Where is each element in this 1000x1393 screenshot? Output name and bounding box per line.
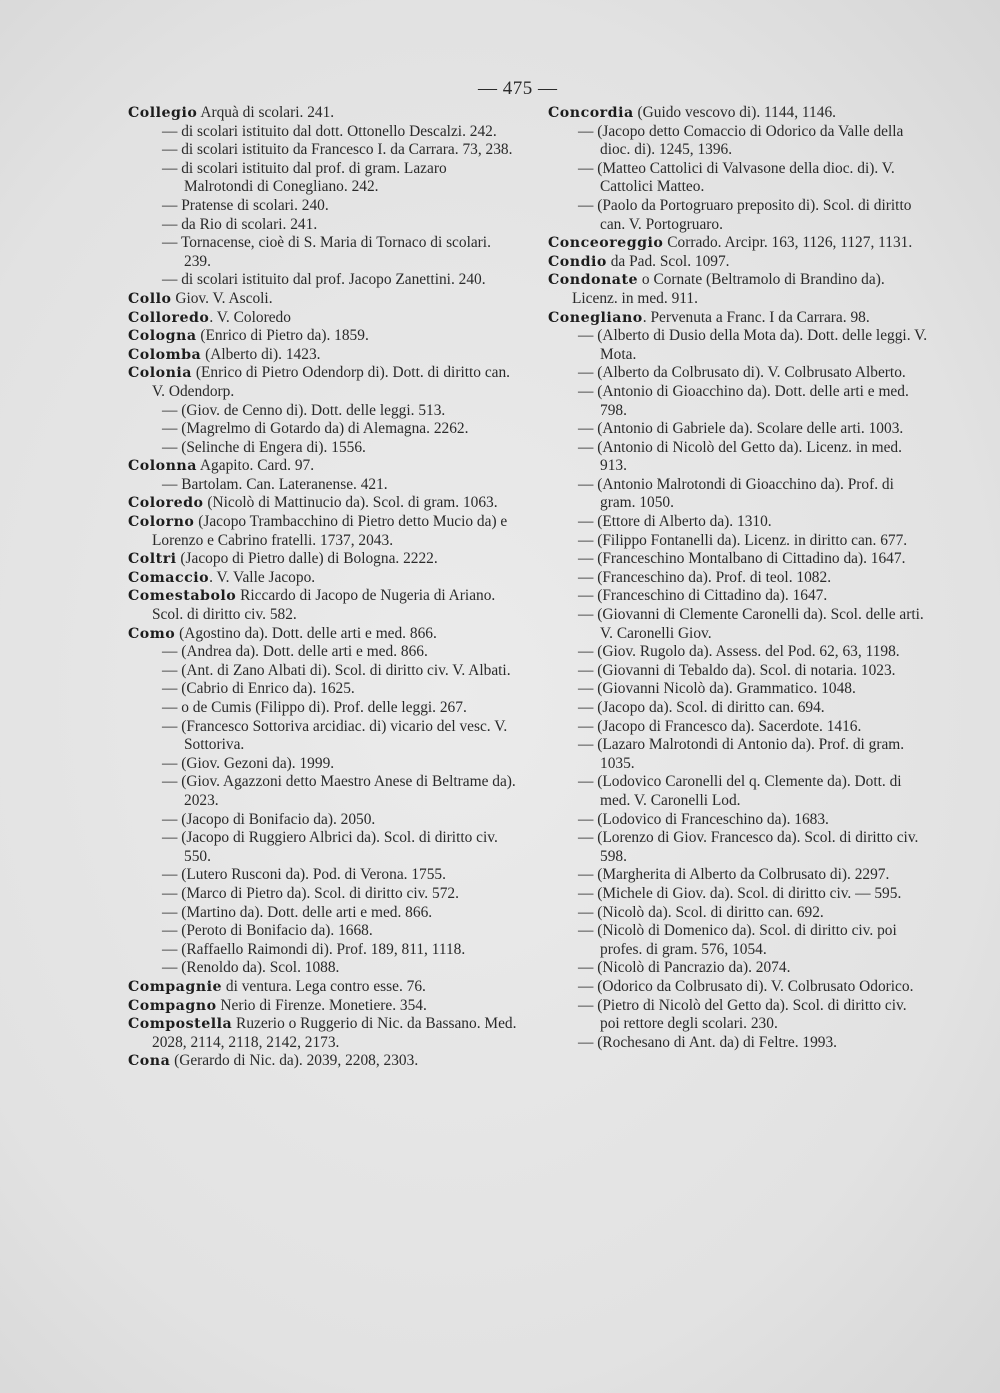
index-subentry: — (Marco di Pietro da). Scol. di diritto civ. 572. — [162, 884, 459, 902]
index-subentry: — (Giov. de Cenno di). Dott. delle leggi. 513. — [162, 401, 446, 419]
entry-headword: Compagno — [128, 997, 217, 1014]
index-subentry: — (Giovanni di Tebaldo da). Scol. di notaria. 1023. — [578, 661, 896, 679]
index-entry — [128, 290, 518, 309]
entry-headword: Colonia — [128, 365, 193, 382]
entry-headword: Colonna — [128, 458, 197, 475]
entry-headword: Compostella — [128, 1016, 233, 1033]
index-entry — [128, 625, 518, 644]
entry-headword: Comaccio — [128, 569, 210, 586]
index-subentry: — (Martino da). Dott. delle arti e med. 866. — [162, 903, 433, 921]
index-subentry: — (Franceschino di Cittadino da). 1647. — [578, 587, 828, 605]
index-subentry: — o de Cumis (Filippo di). Prof. delle leggi. 267. — [162, 699, 467, 716]
entry-headword: Conceoreggio — [548, 235, 664, 252]
entry-text: Ruzerio o Ruggerio di Nic. da Bassano. Med. 2028, 2114, 2118, 2142, 2173. — [152, 1015, 517, 1051]
index-subentry: — (Franceschino Montalbano di Cittadino da). 1647. — [578, 550, 906, 568]
entry-headword: Compagnie — [128, 978, 223, 995]
entry-headword: Conegliano — [548, 309, 643, 326]
index-subentry: — di scolari istituito dal prof. Jacopo Zanettini. 240. — [162, 271, 486, 289]
right-index-column — [548, 104, 930, 1052]
index-subentry: — (Lutero Rusconi da). Pod. di Verona. 1755. — [162, 866, 446, 884]
index-entry — [128, 997, 518, 1016]
entry-text: (Gerardo di Nic. da). 2039, 2208, 2303. — [170, 1052, 419, 1070]
index-subentry: — (Lorenzo di Giov. Francesco da). Scol. di diritto civ. 598. — [578, 829, 919, 865]
index-entry — [548, 309, 930, 328]
index-subentry: — (Raffaello Raimondi di). Prof. 189, 811, 1118. — [162, 940, 466, 958]
index-subentry: — (Lodovico Caronelli del q. Clemente da). Dott. di med. V. Caronelli Lod. — [578, 773, 902, 809]
index-entry — [128, 587, 518, 624]
entry-headword: Collo — [128, 290, 172, 307]
entry-text: Agapito. Card. 97. — [196, 457, 315, 475]
index-entry — [128, 104, 518, 123]
page-number: — 475 — — [478, 78, 558, 99]
index-subentry: — (Nicolò di Domenico da). Scol. di diritto civ. poi profes. di gram. 576, 1054. — [578, 922, 897, 958]
index-entry — [548, 271, 930, 308]
index-subentry: — (Odorico da Colbrusato di). V. Colbrusato Odorico. — [578, 977, 914, 995]
index-subentry: — (Paolo da Portogruaro preposito di). Scol. di diritto can. V. Portogruaro. — [578, 196, 912, 233]
index-entry — [128, 569, 518, 588]
index-subentry: — di scolari istituito dal prof. di gram. Lazaro Malrotondi di Conegliano. 242. — [162, 159, 447, 196]
index-subentry: — (Margherita di Alberto da Colbrusato di). 2297. — [578, 866, 890, 884]
index-entry — [128, 346, 518, 365]
entry-text: (Agostino da). Dott. delle arti e med. 866. — [175, 624, 437, 642]
index-entry — [128, 513, 518, 550]
index-subentry: — (Ant. di Zano Albati di). Scol. di diritto civ. V. Albati. — [162, 661, 511, 679]
index-subentry: — (Franceschino da). Prof. di teol. 1082. — [578, 568, 832, 586]
index-entry — [128, 309, 518, 328]
index-subentry: — di scolari istituito dal dott. Ottonello Descalzi. 242. — [162, 122, 497, 140]
entry-headword: Colorno — [128, 514, 195, 531]
entry-headword: Colloredo — [128, 309, 210, 326]
index-subentry: — Tornacense, cioè di S. Maria di Tornaco di scolari. 239. — [162, 234, 491, 270]
entry-text: Riccardo di Jacopo de Nugeria di Ariano. Scol. di diritto civ. 582. — [152, 587, 496, 624]
entry-text: Giov. V. Ascoli. — [171, 289, 273, 307]
index-subentry: — Bartolam. Can. Lateranense. 421. — [162, 475, 388, 493]
index-subentry: — (Peroto di Bonifacio da). 1668. — [162, 922, 373, 940]
index-subentry: — (Antonio di Gioacchino da). Dott. delle arti e med. 798. — [578, 382, 909, 419]
entry-text: (Enrico di Pietro Odendorp di). Dott. di diritto can. V. Odendorp. — [152, 364, 511, 400]
entry-text: Arquà di scolari. 241. — [197, 104, 335, 121]
index-entry — [548, 253, 930, 272]
index-subentry: — Pratense di scolari. 240. — [162, 196, 329, 214]
index-subentry: — (Antonio di Nicolò del Getto da). Licenz. in med. 913. — [578, 438, 902, 475]
entry-headword: Como — [128, 625, 176, 642]
entry-text: (Jacopo Trambacchino di Pietro detto Mucio da) e Lorenzo e Cabrino fratelli. 1737, 2043. — [152, 513, 508, 549]
index-entry — [548, 234, 930, 253]
index-subentry: — (Giovanni Nicolò da). Grammatico. 1048. — [578, 680, 856, 698]
index-subentry: — (Lodovico di Franceschino da). 1683. — [578, 810, 829, 828]
index-subentry: — (Matteo Cattolici di Valvasone della dioc. di). V. Cattolici Matteo. — [578, 159, 895, 196]
index-entry — [128, 1015, 518, 1052]
index-entry — [548, 104, 930, 123]
index-subentry: — (Jacopo da). Scol. di diritto can. 694. — [578, 699, 825, 716]
entry-text: (Nicolò di Mattinucio da). Scol. di gram. 1063. — [203, 494, 498, 512]
index-subentry: — (Rochesano di Ant. da) di Feltre. 1993. — [578, 1033, 838, 1051]
entry-text: (Guido vescovo di). 1144, 1146. — [633, 104, 836, 121]
index-subentry: — (Jacopo detto Comaccio di Odorico da Valle della dioc. di). 1245, 1396. — [578, 122, 904, 159]
index-subentry: — (Nicolò di Pancrazio da). 2074. — [578, 959, 791, 977]
index-subentry: — da Rio di scolari. 241. — [162, 215, 318, 233]
index-subentry: — (Giov. Agazzoni detto Maestro Anese di Beltrame da). 2023. — [162, 773, 516, 809]
entry-text: (Alberto di). 1423. — [201, 345, 321, 363]
index-entry — [128, 364, 518, 401]
entry-text: . V. Valle Jacopo. — [209, 568, 316, 586]
entry-text: Corrado. Arcipr. 163, 1126, 1127, 1131. — [663, 234, 913, 252]
index-subentry: — (Francesco Sottoriva arcidiac. di) vicario del vesc. V. Sottoriva. — [162, 717, 508, 754]
index-subentry: — di scolari istituito da Francesco I. da Carrara. 73, 238. — [162, 141, 513, 159]
left-index-column — [128, 104, 518, 1071]
index-entry — [128, 457, 518, 476]
index-subentry: — (Magrelmo di Gotardo da) di Alemagna. 2262. — [162, 420, 469, 438]
index-subentry: — (Nicolò da). Scol. di diritto can. 692. — [578, 903, 824, 921]
entry-text: Nerio di Firenze. Monetiere. 354. — [216, 996, 427, 1014]
index-subentry: — (Alberto di Dusio della Mota da). Dott. delle leggi. V. Mota. — [578, 327, 928, 363]
index-subentry: — (Jacopo di Bonifacio da). 2050. — [162, 810, 376, 828]
entry-text: . V. Coloredo — [209, 308, 291, 326]
entry-text: (Enrico di Pietro da). 1859. — [196, 327, 369, 345]
entry-headword: Coloredo — [128, 495, 204, 512]
index-subentry: — (Jacopo di Francesco da). Sacerdote. 1416. — [578, 717, 862, 735]
index-subentry: — (Antonio Malrotondi di Gioacchino da). Prof. di gram. 1050. — [578, 475, 894, 512]
index-subentry: — (Pietro di Nicolò del Getto da). Scol. di diritto civ. poi rettore degli scolari. 230. — [578, 996, 907, 1033]
entry-headword: Condonate — [548, 272, 639, 289]
index-subentry: — (Cabrio di Enrico da). 1625. — [162, 680, 355, 698]
index-subentry: — (Antonio di Gabriele da). Scolare delle arti. 1003. — [578, 420, 904, 438]
index-entry — [128, 550, 518, 569]
index-subentry: — (Giov. Gezoni da). 1999. — [162, 754, 335, 772]
index-subentry: — (Renoldo da). Scol. 1088. — [162, 959, 340, 977]
entry-headword: Coltri — [128, 551, 177, 568]
entry-headword: Cona — [128, 1053, 171, 1070]
entry-text: di ventura. Lega contro esse. 76. — [222, 977, 426, 995]
index-subentry: — (Ettore di Alberto da). 1310. — [578, 513, 772, 531]
entry-text: da Pad. Scol. 1097. — [606, 252, 730, 270]
index-subentry: — (Giov. Rugolo da). Assess. del Pod. 62, 63, 1198. — [578, 643, 900, 661]
entry-headword: Concordia — [548, 105, 634, 121]
index-entry — [128, 327, 518, 346]
index-entry — [128, 978, 518, 997]
entry-headword: Condio — [548, 253, 607, 270]
index-entry — [128, 494, 518, 513]
entry-text: (Jacopo di Pietro dalle) di Bologna. 2222. — [176, 550, 438, 568]
index-subentry: — (Giovanni di Clemente Caronelli da). Scol. delle arti. V. Caronelli Giov. — [578, 606, 924, 642]
index-subentry: — (Andrea da). Dott. delle arti e med. 866. — [162, 643, 428, 661]
index-subentry: — (Selinche di Engera di). 1556. — [162, 438, 366, 456]
index-subentry: — (Jacopo di Ruggiero Albrici da). Scol. di diritto civ. 550. — [162, 829, 498, 865]
entry-text: . Pervenuta a Franc. I da Carrara. 98. — [642, 308, 870, 326]
entry-headword: Collegio — [128, 105, 198, 121]
entry-headword: Cologna — [128, 328, 197, 345]
entry-text: o Cornate (Beltramolo di Brandino da). Licenz. in med. 911. — [572, 271, 885, 307]
index-subentry: — (Filippo Fontanelli da). Licenz. in diritto can. 677. — [578, 531, 908, 549]
index-entry — [128, 1052, 518, 1071]
index-subentry: — (Alberto da Colbrusato di). V. Colbrusato Alberto. — [578, 364, 906, 382]
index-subentry: — (Lazaro Malrotondi di Antonio da). Prof. di gram. 1035. — [578, 736, 905, 772]
entry-headword: Comestabolo — [128, 588, 237, 605]
index-subentry: — (Michele di Giov. da). Scol. di diritto civ. — 595. — [578, 884, 902, 902]
entry-headword: Colomba — [128, 346, 202, 363]
